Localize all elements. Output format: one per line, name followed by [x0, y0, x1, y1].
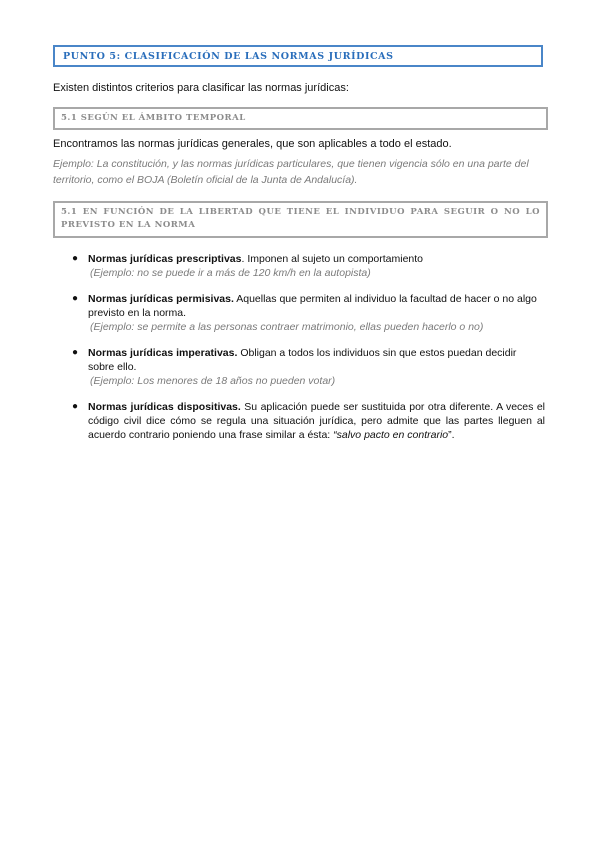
item-text: . Imponen al sujeto un comportamiento	[241, 253, 424, 265]
item-text: Obligan a todos los individuos sin que estos puedan decidir sobre ello.	[88, 347, 517, 373]
list-item	[72, 400, 545, 442]
section-heading-libertad: 5.1 EN FUNCIÓN DE LA LIBERTAD QUE TIENE EL INDIVIDUO PARA SEGUIR O NO LO PREVISTO EN LA NORMA	[61, 207, 540, 230]
item-term: Normas jurídicas imperativas.	[88, 347, 238, 359]
bullet-icon: ●	[72, 401, 79, 412]
title-box	[53, 45, 543, 67]
item-term: Normas jurídicas permisivas.	[88, 293, 234, 305]
section-temporal-example: Ejemplo: La constitución, y las normas jurídicas particulares, que tienen vigencia sólo en una parte del territorio, como el BOJA (Boletín oficial de la Junta de Andalucía).	[53, 158, 529, 186]
item-text: Aquellas que permiten al individuo la facultad de hacer o no algo previsto en la norma.	[88, 293, 537, 319]
item-term: Normas jurídicas prescriptivas	[88, 253, 242, 265]
bullet-icon: ●	[72, 293, 79, 304]
section-heading-temporal: 5.1 SEGÚN EL ÁMBITO TEMPORAL	[61, 113, 246, 123]
list-item	[72, 346, 545, 388]
bullet-icon: ●	[72, 347, 79, 358]
item-term: Normas jurídicas dispositivas.	[88, 401, 241, 413]
item-example: (Ejemplo: no se puede ir a más de 120 km/h en la autopista)	[90, 267, 371, 279]
section-heading-box	[53, 201, 548, 238]
bullet-icon: ●	[72, 253, 79, 264]
item-text: Su aplicación puede ser sustituida por otra diferente. A veces el código civil dice cómo se regula una situación jurídica, pero admite que las partes lleguen al acuerdo contrario poniendo una frase similar a ésta:	[88, 401, 546, 441]
item-example: (Ejemplo: Los menores de 18 años no pueden votar)	[90, 375, 336, 387]
norms-list	[72, 252, 545, 454]
item-quote: “salvo pacto en contrario	[333, 429, 449, 441]
section-heading-box	[53, 107, 548, 130]
item-end: ”.	[448, 429, 455, 441]
section-temporal-text: Encontramos las normas jurídicas generales, que son aplicables a todo el estado.	[53, 138, 452, 150]
page-title: PUNTO 5: CLASIFICACIÓN DE LAS NORMAS JURÍDICAS	[63, 50, 394, 62]
list-item	[72, 292, 545, 334]
intro-paragraph: Existen distintos criterios para clasificar las normas jurídicas:	[53, 82, 349, 94]
list-item	[72, 252, 545, 280]
item-example: (Ejemplo: se permite a las personas contraer matrimonio, ellas pueden hacerlo o no)	[90, 321, 484, 333]
